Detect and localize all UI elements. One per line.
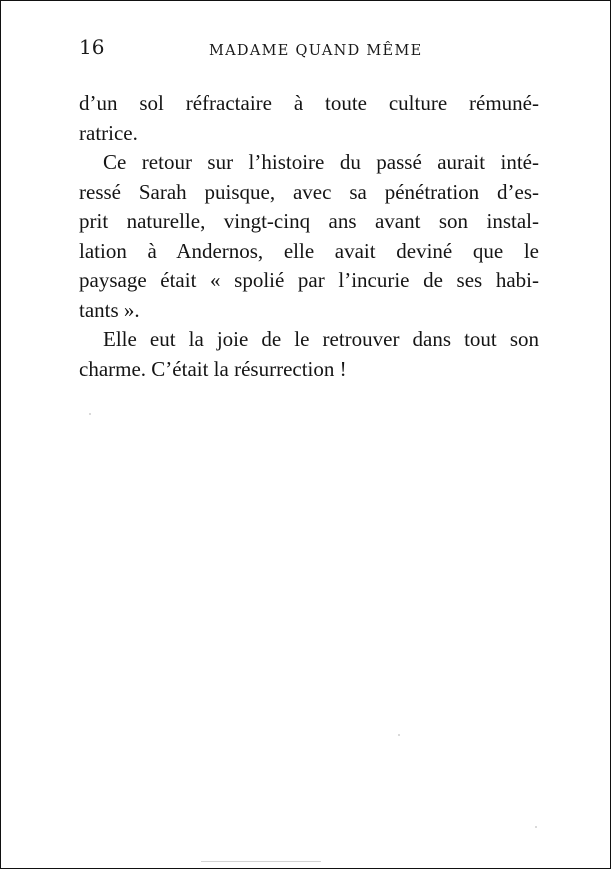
text-line: Elle eut la joie de le retrouver dans tout son [103,327,539,351]
page-edge-mark [201,861,321,862]
text-line: charme. C’était la résurrection ! [79,356,347,381]
paper-speck [535,826,537,828]
page-number: 16 [79,35,105,59]
text-line: ratrice. [79,120,138,145]
text-line: tants ». [79,297,140,322]
text-line: paysage était « spolié par l’incurie de ses habi- [79,268,539,292]
paper-speck [398,734,400,736]
text-line: Ce retour sur l’histoire du passé aurait inté- [103,150,539,174]
paper-speck [89,413,91,415]
body-text [79,89,539,384]
text-line: prit naturelle, vingt-cinq ans avant son instal- [79,209,539,233]
text-line: d’un sol réfractaire à toute culture rémuné- [79,91,539,115]
text-line: lation à Andernos, elle avait deviné que le [79,238,539,263]
page-header [79,35,539,65]
running-title: MADAME QUAND MÊME [209,43,423,59]
text-line: ressé Sarah puisque, avec sa pénétration d’es- [79,179,539,204]
